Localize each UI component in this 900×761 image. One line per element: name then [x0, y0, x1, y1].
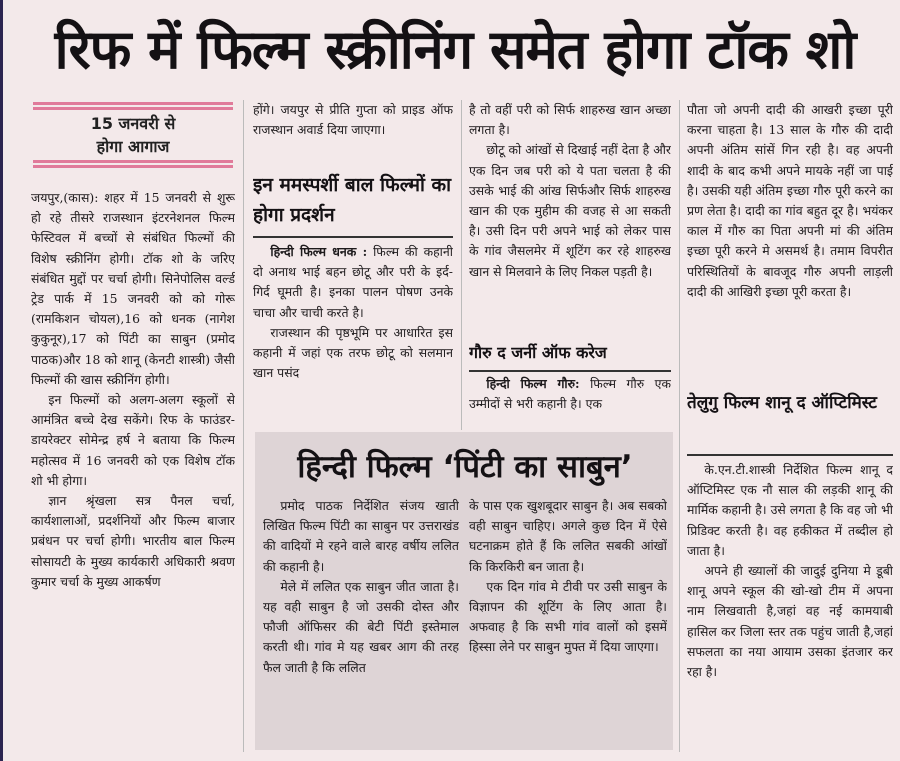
box-left-paragraph-2: मेले में ललित एक साबुन जीत जाता है। यह वही साबुन है जो उसकी दोस्त और फौजी ऑफिसर की बेटी पिंटी इस्तेमाल करती थी। गांव मे यह खबर आग की तरह फैल जाती है कि ललित [263, 578, 459, 675]
col2-paragraph-1: होंगे। जयपुर से प्रीति गुप्ता को प्राइड ऑफ राजस्थान अवार्ड दिया जाएगा। [253, 102, 453, 138]
col3-lead-label: हिन्दी फिल्म गौरु: [486, 376, 580, 391]
col1-paragraph-1: जयपुर,(कास): शहर में 15 जनवरी से शुरू हो रहे तीसरे राजस्थान इंटरनेशनल फिल्म फेस्टिवल में बच्चों से संबंधित फिल्मों की विशेष स्क्रीनिंग होगी। टॉक शो के जरिए संबंधित मुद्दों पर चर्चा होगी। सिनेपोलिस वर्ल्ड ट्रेड पार्क में 15 जनवरी को को गोरू (रामकिशन चोयल),16 को धनक (नागेश कुकुनूर),17 को पिंटी का साबुन (प्रमोद पाठक)और 18 को शानू (केनटी शास्त्री) जैसी फिल्मों की खास स्क्रीनिंग होगी। [31, 190, 235, 387]
col2-paragraph-2 [253, 242, 453, 323]
box-right-paragraph-1: के पास एक खुशबूदार साबुन है। अब सबको वही साबुन चाहिए। अगले कुछ दिन में ऐसे घटनाक्रम होते हैं कि ललित सबकी आंखों कि किरकिरी बन जाता है। [469, 498, 667, 574]
col3-section-heading: गौरु द जर्नी ऑफ करेज [469, 343, 607, 362]
col3-heading-rule [469, 370, 671, 372]
feature-box-right-column [469, 496, 667, 746]
box-right-paragraph-2: एक दिन गांव मे टीवी पर उसी साबुन के विज्ञापन की शूटिंग के लिए आता है। अफवाह है कि सभी गांव वालों को इसमें हिस्सा लेने पर साबुन मुफ्त में दिया जाएगा। [469, 578, 667, 655]
top-accent-line [33, 102, 233, 105]
column-divider-3 [679, 100, 680, 752]
column-3-body [469, 100, 671, 332]
column-3-tail [469, 374, 671, 418]
col3-paragraph-3 [469, 374, 671, 414]
col2-paragraph-2-text: फिल्म की कहानी दो अनाथ भाई बहन छोटू और परी के इर्द-गिर्द घूमती है। इनका पालन पोषण उनके चाचा और चाची करते है। [253, 244, 453, 320]
col2-paragraph-3: राजस्थान की पृष्ठभूमि पर आधारित इस कहानी में जहां एक तरफ छोटू को सलमान खान पसंद [253, 324, 453, 381]
col1-paragraph-2: इन फिल्मों को अलग-अलग स्कूलों से आमंत्रित बच्चे देख सकेंगे। रिफ के फाउंडर-डायरेक्टर सोमेन्द्र हर्ष ने बताया कि फिल्म महोत्सव में 16 जनवरी को एक विशेष टॉक शो भी होगा। [31, 392, 235, 488]
col2-lead-label: हिन्दी फिल्म धनक : [270, 244, 368, 259]
subheadline-line-1: 15 जनवरी से [90, 114, 176, 133]
col4-section-heading: तेलुगु फिल्म शानू द ऑप्टिमिस्ट [687, 393, 877, 413]
col3-paragraph-2: छोटू को आंखों से दिखाई नहीं देता है और एक दिन जब परी को ये पता चलता है की उसके भाई की आंख सिर्फऔर सिर्फ शाहरुख खान की एक मुहीम की वजह से आ सकती है। उसी दिन परी अपने भाई को लेकर पास के गांव जैसलमेर में शूटिंग कर रहे शाहरुख खान से मिलवाने के लिए निकल पड़ती है। [469, 142, 671, 279]
box-left-paragraph-1: प्रमोद पाठक निर्देशित संजय खाती लिखित फिल्म पिंटी का साबुन पर उत्तराखंड की वादियों मे रहने वाले बारह वर्षीय ललित की कहानी है। [263, 498, 459, 574]
col3-paragraph-3-text: फिल्म गौरु एक उम्मीदों से भरी कहानी है। एक [469, 376, 671, 412]
column-1 [31, 188, 235, 754]
col2-section-heading: इन ममस्पर्शी बाल फिल्मों का होगा प्रदर्शन [253, 174, 452, 226]
column-2-top [253, 100, 453, 164]
column-divider-1 [243, 100, 244, 752]
col1-paragraph-3: ज्ञान श्रृंखला सत्र पैनल चर्चा, कार्यशालाओं, प्रदर्शनियों और फिल्म बाजार प्रबंधन पर चर्चा होगी। भारतीय बाल फिल्म सोसायटी के मुख्य कार्यकारी अधिकारी श्रवण कुमार चर्चा के मुख्य आकर्षण [31, 493, 235, 589]
subheadline-line-2: होगा आगाज [96, 137, 170, 156]
col4-paragraph-3: अपने ही ख्यालों की जादुई दुनिया मे डूबी शानू अपने स्कूल की खो-खो टीम में अपना नाम लिखवाती है,जहां वह नई कामयाबी हासिल कर जिला स्तर तक पहुंच जाती है,जहां सफलता का नया आयाम उसका इंतजार कर रहा है। [687, 563, 893, 680]
bottom-accent-line [33, 160, 233, 163]
feature-box-heading: हिन्दी फिल्म ‘पिंटी का साबुन’ [297, 449, 633, 485]
top-accent-line-2 [33, 107, 233, 110]
headline: रिफ में फिल्म स्क्रीनिंग समेत होगा टॉक शो [54, 18, 856, 81]
col4-heading-rule [687, 454, 893, 456]
bottom-accent-line-2 [33, 165, 233, 168]
subheadline-box [33, 100, 233, 180]
col4-paragraph-2: के.एन.टी.शास्त्री निर्देशित फिल्म शानू द ऑप्टिमिस्ट एक नौ साल की लड़की शानू की मार्मिक कहानी है। उसे लगता है कि वह जो भी प्रिडिक्ट करती है। वह हकीकत में तब्दील हो जाता है। [687, 462, 893, 558]
feature-box-left-column [263, 496, 459, 746]
column-4-tail [687, 460, 893, 754]
col4-paragraph-1: पौता जो अपनी दादी की आखरी इच्छा पूरी करना चाहता है। 13 साल के गौरु की दादी अपनी अंतिम सांसें गिन रही है। वह अपनी शादी के बाद कभी अपने मायके नहीं जा पाई है। उसकी यही अंतिम इच्छा गौरु पूरी करने का प्रण लेता है। दादी का गांव बहुत दूर है। भयंकर काल में गौरु का पिता अपनी मां की अंतिम इच्छा पूरी करने मे असमर्थ है। तमाम विपरीत परिस्थितियों के बावजूद गौरु अपनी लाड़ली दादी की आखिरी इच्छा पूरी करता है। [687, 102, 893, 299]
column-4-body [687, 100, 893, 382]
column-divider-2 [461, 100, 462, 430]
col3-paragraph-1: है तो वहीं परी को सिर्फ शाहरुख खान अच्छा लगता है। [469, 102, 671, 138]
col2-heading-rule [253, 236, 453, 238]
column-2-body [253, 242, 453, 422]
